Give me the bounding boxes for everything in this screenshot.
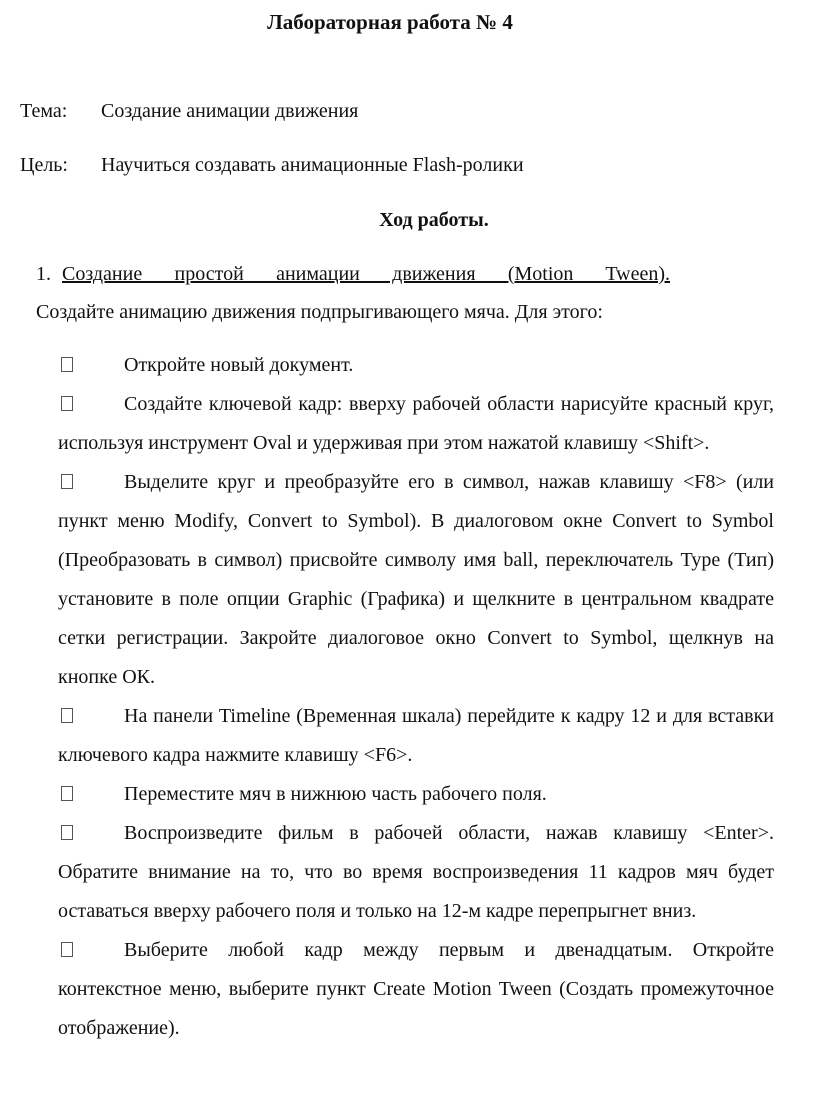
list-item-text: Выберите любой кадр между первым и двенадцатым. Откройте контекстное меню, выберите пункт Create Motion Tween (Создать промежуточное отображение).	[58, 939, 774, 1039]
list-item	[58, 775, 774, 814]
topic-row	[20, 99, 358, 123]
bullet-marker-icon	[61, 474, 73, 489]
bullet-marker-icon	[61, 396, 73, 411]
list-item	[58, 814, 774, 931]
topic-value: Создание анимации движения	[101, 100, 359, 122]
list-item	[58, 931, 774, 1048]
list-item	[58, 463, 774, 697]
list-item-text: Воспроизведите фильм в рабочей области, нажав клавишу <Enter>. Обратите внимание на то, что во время воспроизведения 11 кадров мяч будет оставаться вверху рабочего поля и только на 12-м кадре перепрыгнет вниз.	[58, 822, 774, 922]
list-item-text: На панели Timeline (Временная шкала) перейдите к кадру 12 и для вставки ключевого кадра нажмите клавишу <F6>.	[58, 705, 774, 766]
list-item-text: Создайте ключевой кадр: вверху рабочей области нарисуйте красный круг, используя инструмент Oval и удерживая при этом нажатой клавишу <Shift>.	[58, 393, 774, 454]
bullet-marker-icon	[61, 942, 73, 957]
list-item	[58, 346, 774, 385]
document-title: Лабораторная работа № 4	[267, 10, 513, 34]
goal-label: Цель:	[20, 154, 68, 176]
list-item	[58, 697, 774, 775]
topic-label: Тема:	[20, 100, 68, 122]
step-heading	[36, 262, 672, 286]
list-item-text: Переместите мяч в нижнюю часть рабочего поля.	[124, 783, 547, 805]
list-item-text: Выделите круг и преобразуйте его в символ, нажав клавишу <F8> (или пункт меню Modify, Convert to Symbol). В диалоговом окне Convert to Symbol (Преобразовать в символ) присвойте символу имя ball, переключатель Type (Тип) установите в поле опции Graphic (Графика) и щелкните в центральном квадрате сетки регистрации. Закройте диалоговое окно Convert to Symbol, щелкнув на кнопке ОК.	[58, 471, 774, 688]
bullet-marker-icon	[61, 825, 73, 840]
step-number: 1.	[36, 263, 51, 285]
list-item-text: Откройте новый документ.	[124, 354, 354, 376]
goal-row	[20, 153, 524, 177]
goal-value: Научиться создавать анимационные Flash-ролики	[101, 154, 524, 176]
bullet-marker-icon	[61, 357, 73, 372]
list-item	[58, 385, 774, 463]
step-title: Создание простой анимации движения (Motion Tween).	[62, 263, 670, 285]
bullet-marker-icon	[61, 786, 73, 801]
intro-paragraph: Создайте анимацию движения подпрыгивающего мяча. Для этого:	[36, 301, 603, 323]
section-heading: Ход работы.	[379, 209, 489, 231]
bullet-marker-icon	[61, 708, 73, 723]
instruction-list	[58, 346, 774, 1048]
